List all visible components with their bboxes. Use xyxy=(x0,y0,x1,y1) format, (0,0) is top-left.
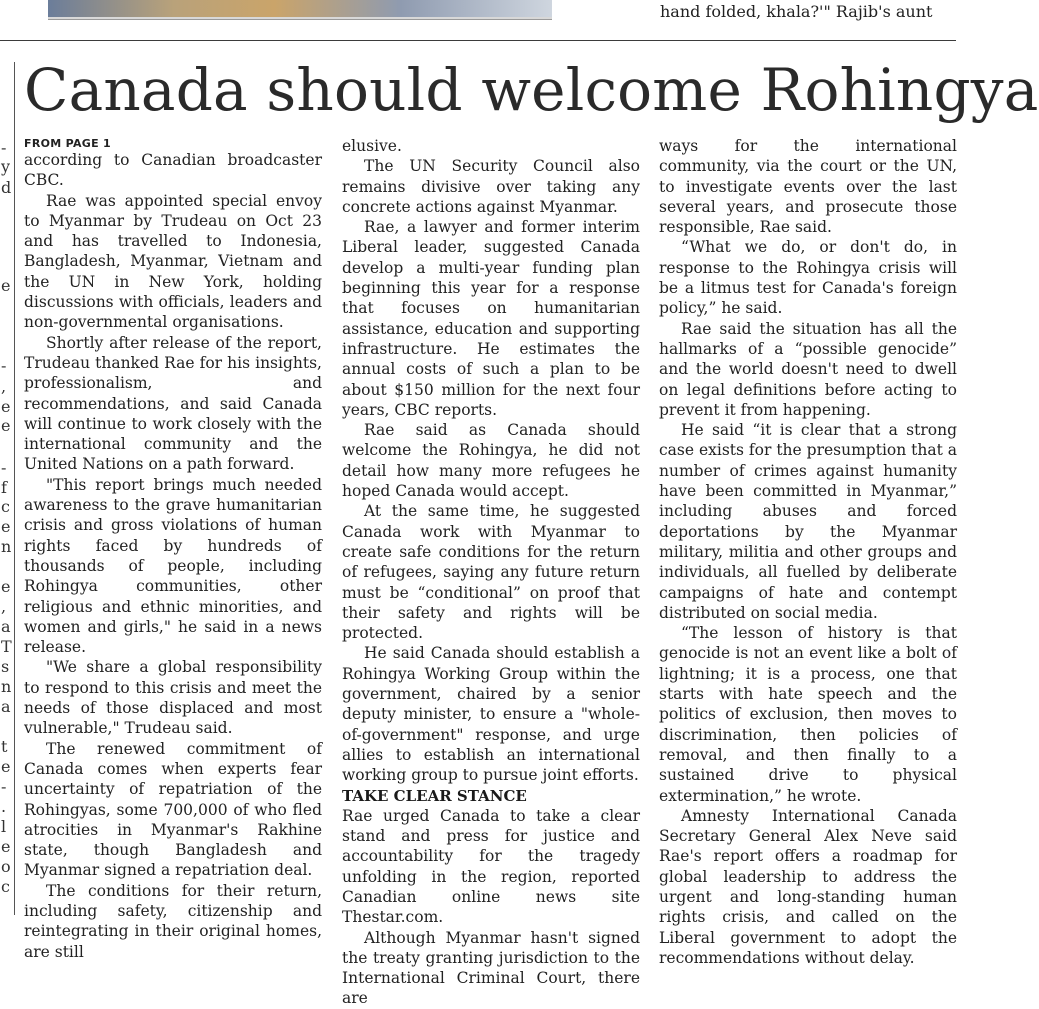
margin-fragment: a xyxy=(1,697,11,716)
subheading: TAKE CLEAR STANCE xyxy=(342,786,527,805)
margin-fragment: e xyxy=(1,577,11,596)
margin-fragment: t xyxy=(1,737,8,756)
paragraph: Amnesty International Canada Secretary General Alex Neve said Rae's report offers a roadmap for global leadership to address the urgent and long-standing human rights crisis, and called on the Liberal government to adopt the recommendations without delay. xyxy=(659,806,957,967)
paragraph: He said Canada should establish a Rohingya Working Group within the government, chaired by a senior deputy minister, to ensure a "whole-of-government" response, and urge allies to establish an international working group to pursue joint efforts. xyxy=(342,644,640,785)
margin-fragment: , xyxy=(1,597,7,616)
paragraph: "This report brings much needed awareness to the grave humanitarian crisis and gross violations of human rights faced by hundreds of thousands of people, including Rohingya communities, other religious and ethnic minorities, and women and girls," he said in a news release. xyxy=(24,475,322,657)
margin-fragment: e xyxy=(1,276,11,295)
previous-article-strip xyxy=(0,0,956,40)
paragraph: The conditions for their return, including safety, citizenship and reintegrating in their original homes, are still xyxy=(24,881,322,961)
paragraph: Rae said as Canada should welcome the Rohingya, he did not detail how many more refugees he hoped Canada would accept. xyxy=(342,421,640,501)
paragraph: The UN Security Council also remains divisive over taking any concrete actions against Myanmar. xyxy=(342,157,640,216)
margin-fragment: y xyxy=(1,157,11,176)
margin-fragment: - xyxy=(1,777,7,796)
margin-fragment: . xyxy=(1,797,7,816)
margin-fragment: s xyxy=(1,657,10,676)
paragraph: "We share a global responsibility to respond to this crisis and meet the needs of those displaced and most vulnerable," Trudeau said. xyxy=(24,658,322,738)
paragraph: At the same time, he suggested Canada work with Myanmar to create safe conditions for the return of refugees, saying any future return must be “conditional” on proof that their safety and rights will be protected. xyxy=(342,502,640,643)
margin-fragment: d xyxy=(1,178,12,197)
margin-fragment: e xyxy=(1,757,11,776)
margin-fragment: , xyxy=(1,377,7,396)
paragraph: Rae said the situation has all the hallmarks of a “possible genocide” and the world doesn't need to dwell on legal definitions before acting to prevent it from happening. xyxy=(659,319,957,419)
margin-fragment: - xyxy=(1,138,7,157)
paragraph: “What we do, or don't do, in response to the Rohingya crisis will be a litmus test for Canada's foreign policy,” he said. xyxy=(659,238,957,318)
margin-fragment: f xyxy=(1,478,7,497)
horizontal-rule xyxy=(0,40,956,41)
article-column-1 xyxy=(24,136,322,961)
paragraph: “The lesson of history is that genocide is not an event like a bolt of lightning; it is a process, one that starts with hate speech and the politics of exclusion, then moves to discrimination, then policies of removal, and then finally to a sustained drive to physical extermination,” he wrote. xyxy=(659,624,957,805)
margin-fragment: e xyxy=(1,397,11,416)
headline: Canada should welcome Rohingya xyxy=(24,56,1039,124)
margin-fragment: n xyxy=(1,677,12,696)
column-divider xyxy=(14,62,15,915)
paragraph: Rae, a lawyer and former interim Liberal leader, suggested Canada develop a multi-year funding plan beginning this year for a response that focuses on humanitarian assistance, education and supporting infrastructure. He estimates the annual costs of such a plan to be about $150 million for the next four years, CBC reports. xyxy=(342,218,640,419)
margin-fragment: c xyxy=(1,877,10,896)
paragraph: according to Canadian broadcaster CBC. xyxy=(24,151,322,190)
photo-bottom-edge xyxy=(48,0,552,19)
paragraph: Rae was appointed special envoy to Myanmar by Trudeau on Oct 23 and has travelled to Indonesia, Bangladesh, Myanmar, Vietnam and the UN in New York, holding discussions with officials, leaders and non-governmental organisations. xyxy=(24,191,322,332)
margin-fragment: e xyxy=(1,837,11,856)
paragraph: He said “it is clear that a strong case exists for the presumption that a number of crimes against humanity have been committed in Myanmar,” including abuses and forced deportations by the Myanmar military, militia and other groups and individuals, all fuelled by deliberate campaigns of hate and contempt distributed on social media. xyxy=(659,421,957,622)
margin-fragment: o xyxy=(1,857,11,876)
article-column-3 xyxy=(659,136,957,967)
margin-fragment: l xyxy=(1,817,7,836)
adjacent-column-fragments xyxy=(0,60,10,915)
margin-fragment: c xyxy=(1,497,10,516)
paragraph: Although Myanmar hasn't signed the treaty granting jurisdiction to the International Criminal Court, there are xyxy=(342,928,640,1008)
margin-fragment: - xyxy=(1,356,7,375)
margin-fragment: e xyxy=(1,416,11,435)
paragraph: Shortly after release of the report, Trudeau thanked Rae for his insights, professionalism, and recommendations, and said Canada will continue to work closely with the international community and the United Nations on a path forward. xyxy=(24,333,322,474)
margin-fragment: a xyxy=(1,617,11,636)
paragraph: ways for the international community, via the court or the UN, to investigate events over the last several years, and prosecute those responsible, Rae said. xyxy=(659,137,957,237)
paragraph: The renewed commitment of Canada comes when experts fear uncertainty of repatriation of the Rohingyas, some 700,000 of who fled atrocities in Myanmar's Rakhine state, though Bangladesh and Myanmar signed a repatriation deal. xyxy=(24,739,322,880)
kicker: FROM PAGE 1 xyxy=(24,137,112,150)
paragraph: elusive. xyxy=(342,137,402,155)
margin-fragment: T xyxy=(1,637,12,656)
paragraph: Rae urged Canada to take a clear stand and press for justice and accountability for the tragedy unfolding in the region, reported Canadian online news site Thestar.com. xyxy=(342,806,640,927)
margin-fragment: e xyxy=(1,517,11,536)
margin-fragment: - xyxy=(1,458,7,477)
previous-article-text: hand folded, khala?'" Rajib's aunt xyxy=(660,2,933,21)
margin-fragment: n xyxy=(1,537,12,556)
article-column-2 xyxy=(342,136,640,1008)
